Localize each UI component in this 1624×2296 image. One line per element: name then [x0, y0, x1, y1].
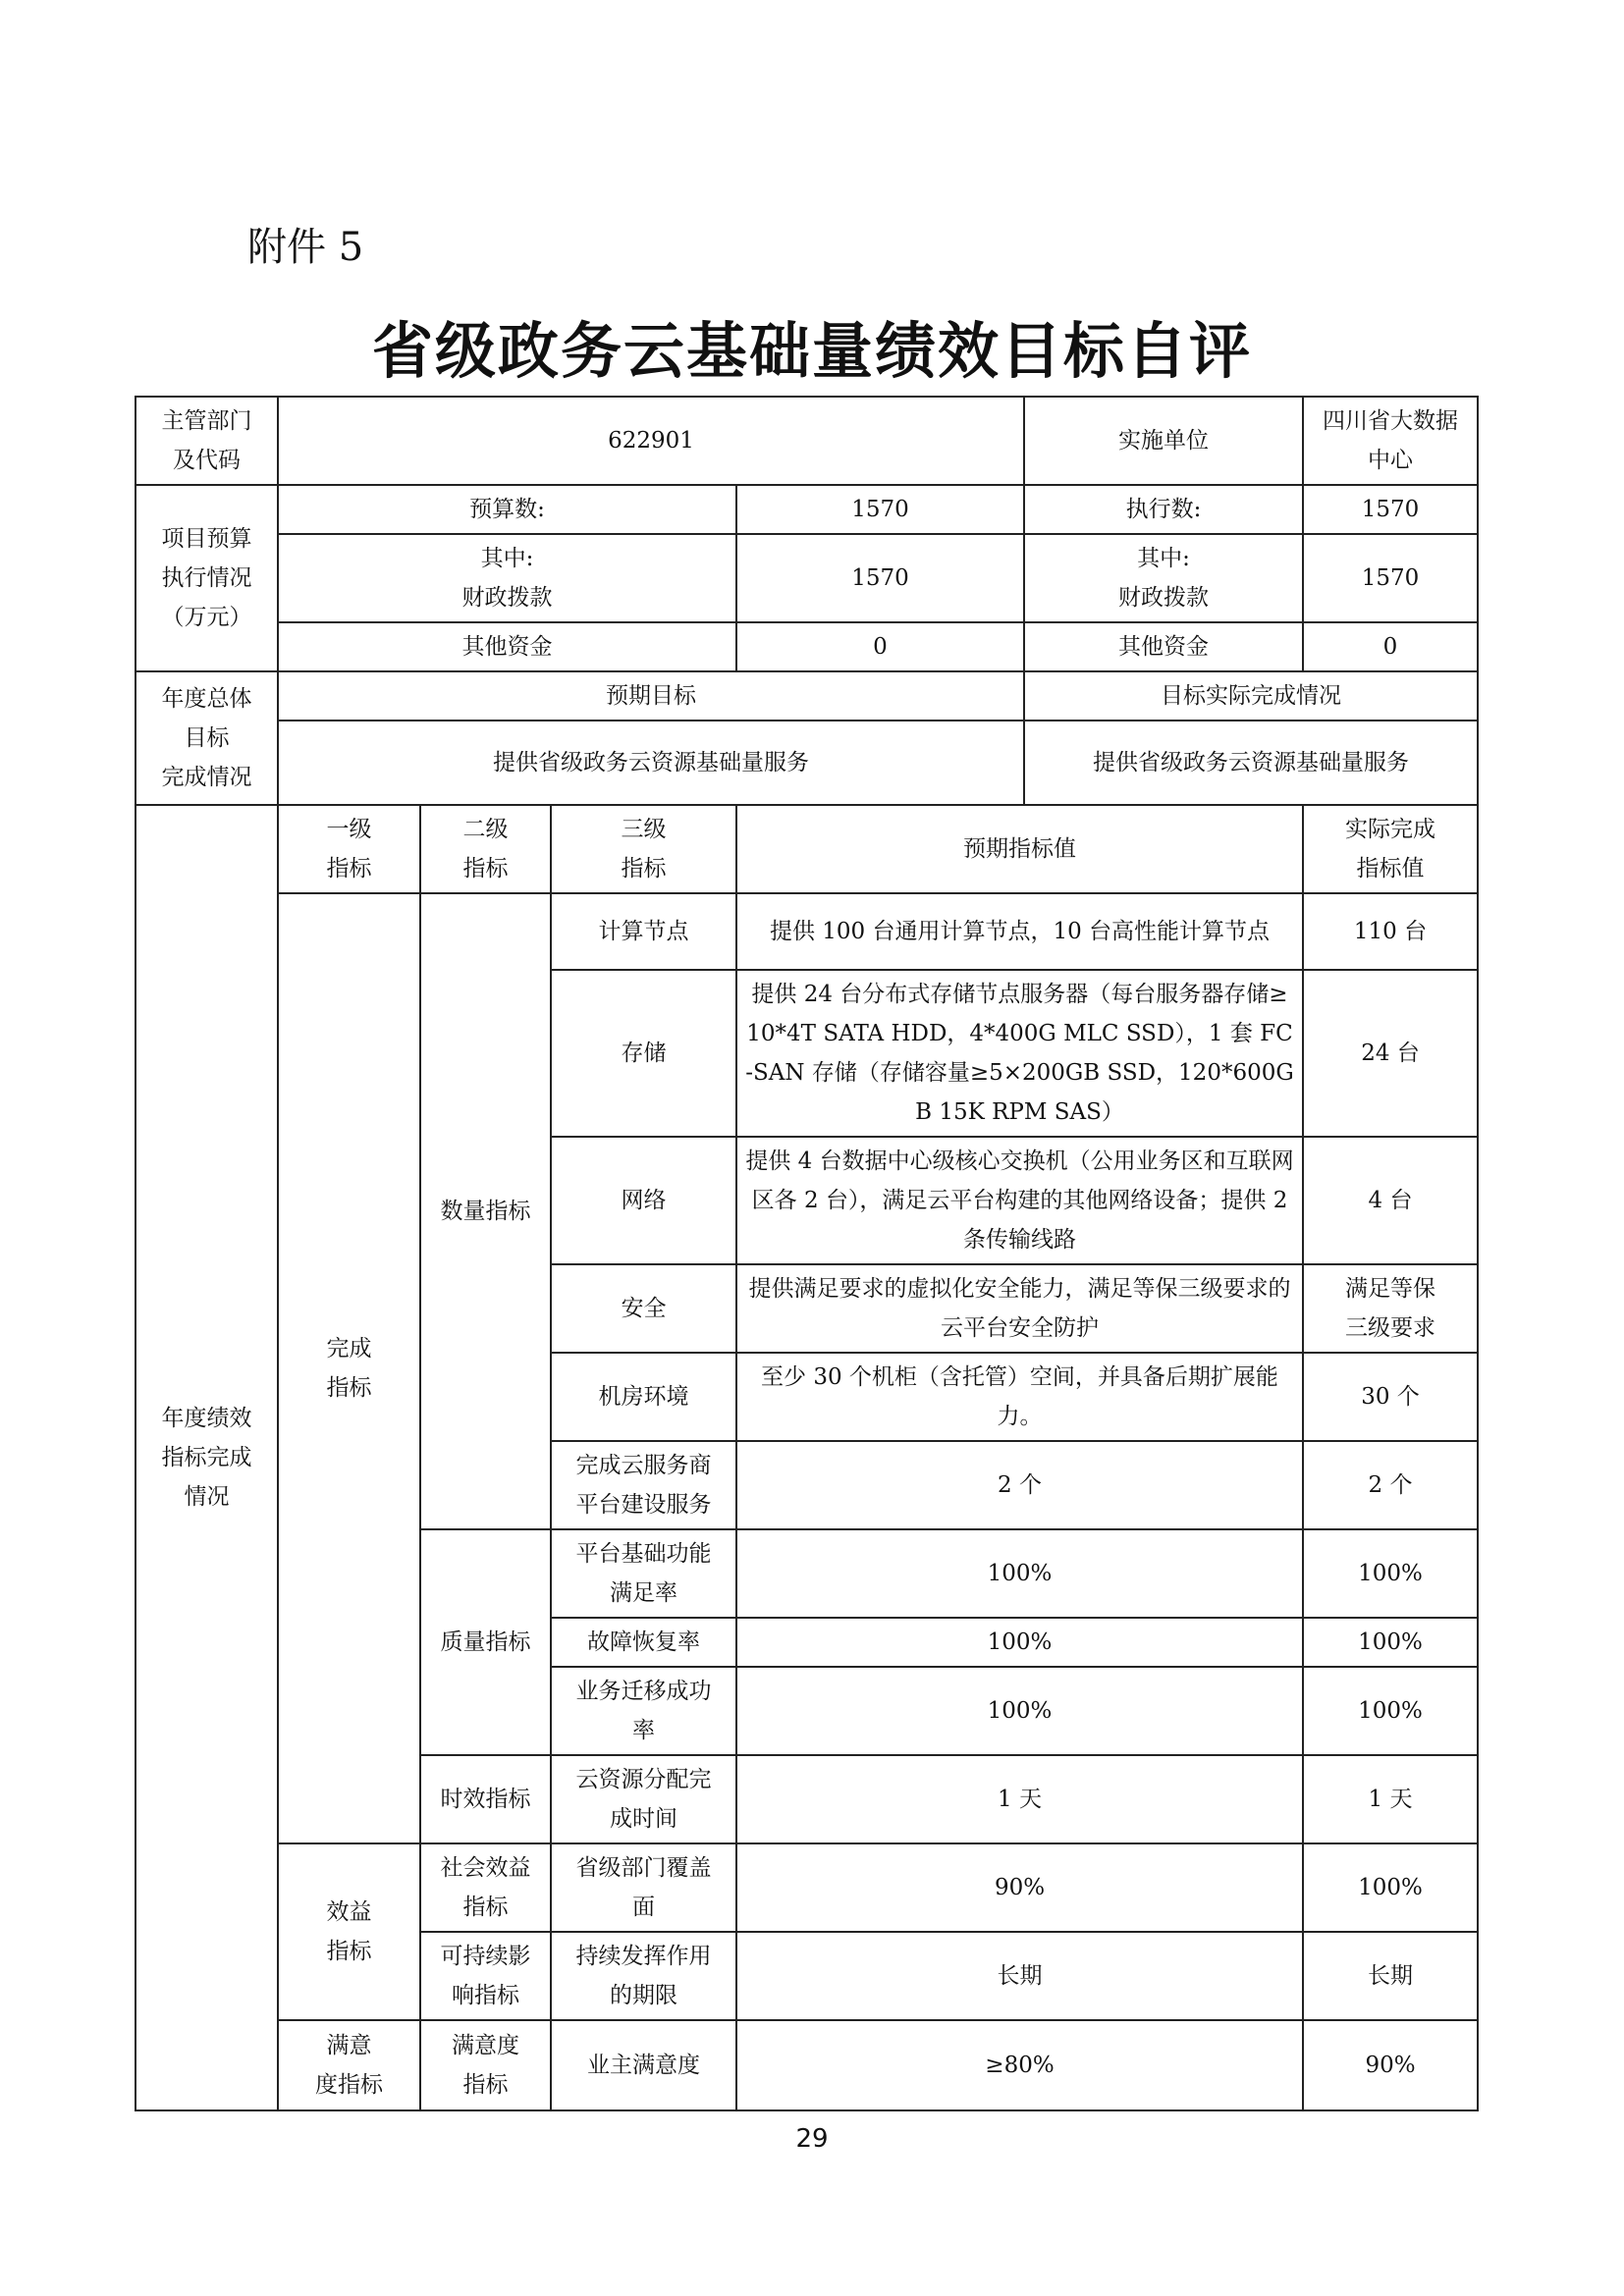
- actual-value: 110 台: [1303, 893, 1478, 970]
- level3-label: 云资源分配完 成时间: [551, 1755, 736, 1843]
- impl-label: 实施单位: [1024, 397, 1303, 485]
- expected-value: 提供 24 台分布式存储节点服务器（每台服务器存储≥10*4T SATA HDD，4*400G MLC SSD），1 套 FC-SAN 存储（存储容量≥5×200GB SSD，120*600GB 15K RPM SAS）: [736, 970, 1303, 1137]
- budget-label: 项目预算 执行情况 （万元）: [135, 485, 278, 671]
- expected-value: 90%: [736, 1843, 1303, 1932]
- level3-label: 业务迁移成功 率: [551, 1667, 736, 1755]
- level3-label: 完成云服务商 平台建设服务: [551, 1441, 736, 1529]
- expected-goal: 提供省级政务云资源基础量服务: [278, 721, 1024, 805]
- actual-value: 4 台: [1303, 1137, 1478, 1264]
- actual-value: 90%: [1303, 2020, 1478, 2110]
- level3-label: 存储: [551, 970, 736, 1137]
- level3-label: 计算节点: [551, 893, 736, 970]
- level1-benefit: 效益 指标: [278, 1843, 420, 2020]
- col-level3: 三级 指标: [551, 805, 736, 893]
- indicators-section-label: 年度绩效 指标完成 情况: [135, 805, 278, 2110]
- actual-value: 30 个: [1303, 1353, 1478, 1441]
- actual-goal: 提供省级政务云资源基础量服务: [1024, 721, 1478, 805]
- level2-satisfaction: 满意度 指标: [420, 2020, 551, 2110]
- annual-goal-label: 年度总体 目标 完成情况: [135, 671, 278, 805]
- actual-goal-header: 目标实际完成情况: [1024, 671, 1478, 721]
- expected-value: 至少 30 个机柜（含托管）空间，并具备后期扩展能力。: [736, 1353, 1303, 1441]
- level3-label: 安全: [551, 1264, 736, 1353]
- col-level1: 一级 指标: [278, 805, 420, 893]
- other-budget: 0: [736, 622, 1024, 671]
- level1-completion: 完成 指标: [278, 893, 420, 1843]
- budget-value: 1570: [736, 485, 1024, 534]
- expected-value: ≥80%: [736, 2020, 1303, 2110]
- attachment-label: 附件 5: [247, 225, 364, 270]
- actual-value: 24 台: [1303, 970, 1478, 1137]
- impl-unit: 四川省大数据中心: [1303, 397, 1478, 485]
- level3-label: 网络: [551, 1137, 736, 1264]
- level1-satisfaction: 满意 度指标: [278, 2020, 420, 2110]
- actual-value: 满足等保 三级要求: [1303, 1264, 1478, 1353]
- level3-label: 故障恢复率: [551, 1618, 736, 1667]
- expected-value: 提供 4 台数据中心级核心交换机（公用业务区和互联网区各 2 台），满足云平台构建的其他网络设备；提供 2 条传输线路: [736, 1137, 1303, 1264]
- actual-value: 长期: [1303, 1932, 1478, 2020]
- budget-label-cell: 预算数:: [278, 485, 736, 534]
- level2-quality: 质量指标: [420, 1529, 551, 1755]
- page-title: 省级政务云基础量绩效目标自评: [371, 315, 1252, 387]
- col-actual: 实际完成 指标值: [1303, 805, 1478, 893]
- fiscal-exec: 1570: [1303, 534, 1478, 622]
- dept-label: 主管部门 及代码: [135, 397, 278, 485]
- expected-value: 100%: [736, 1529, 1303, 1618]
- expected-value: 长期: [736, 1932, 1303, 2020]
- expected-value: 1 天: [736, 1755, 1303, 1843]
- level3-label: 省级部门覆盖 面: [551, 1843, 736, 1932]
- level3-label: 平台基础功能 满足率: [551, 1529, 736, 1618]
- fiscal-label: 其中: 财政拨款: [278, 534, 736, 622]
- fiscal-exec-label: 其中: 财政拨款: [1024, 534, 1303, 622]
- other-label: 其他资金: [278, 622, 736, 671]
- expected-value: 提供 100 台通用计算节点，10 台高性能计算节点: [736, 893, 1303, 970]
- level2-quantity: 数量指标: [420, 893, 551, 1529]
- exec-value: 1570: [1303, 485, 1478, 534]
- evaluation-table: [135, 396, 1479, 2111]
- actual-value: 100%: [1303, 1618, 1478, 1667]
- level2-sustain: 可持续影 响指标: [420, 1932, 551, 2020]
- actual-value: 2 个: [1303, 1441, 1478, 1529]
- actual-value: 100%: [1303, 1529, 1478, 1618]
- fiscal-budget: 1570: [736, 534, 1024, 622]
- exec-label-cell: 执行数:: [1024, 485, 1303, 534]
- other-exec-label: 其他资金: [1024, 622, 1303, 671]
- expected-value: 100%: [736, 1618, 1303, 1667]
- level3-label: 业主满意度: [551, 2020, 736, 2110]
- actual-value: 100%: [1303, 1843, 1478, 1932]
- expected-value: 2 个: [736, 1441, 1303, 1529]
- expected-value: 提供满足要求的虚拟化安全能力，满足等保三级要求的云平台安全防护: [736, 1264, 1303, 1353]
- level2-timeliness: 时效指标: [420, 1755, 551, 1843]
- expected-goal-header: 预期目标: [278, 671, 1024, 721]
- actual-value: 100%: [1303, 1667, 1478, 1755]
- page-number: 29: [795, 2124, 829, 2154]
- level3-label: 机房环境: [551, 1353, 736, 1441]
- col-level2: 二级 指标: [420, 805, 551, 893]
- level3-label: 持续发挥作用 的期限: [551, 1932, 736, 2020]
- expected-value: 100%: [736, 1667, 1303, 1755]
- dept-code: 622901: [278, 397, 1024, 485]
- level2-social: 社会效益 指标: [420, 1843, 551, 1932]
- actual-value: 1 天: [1303, 1755, 1478, 1843]
- other-exec: 0: [1303, 622, 1478, 671]
- col-expected: 预期指标值: [736, 805, 1303, 893]
